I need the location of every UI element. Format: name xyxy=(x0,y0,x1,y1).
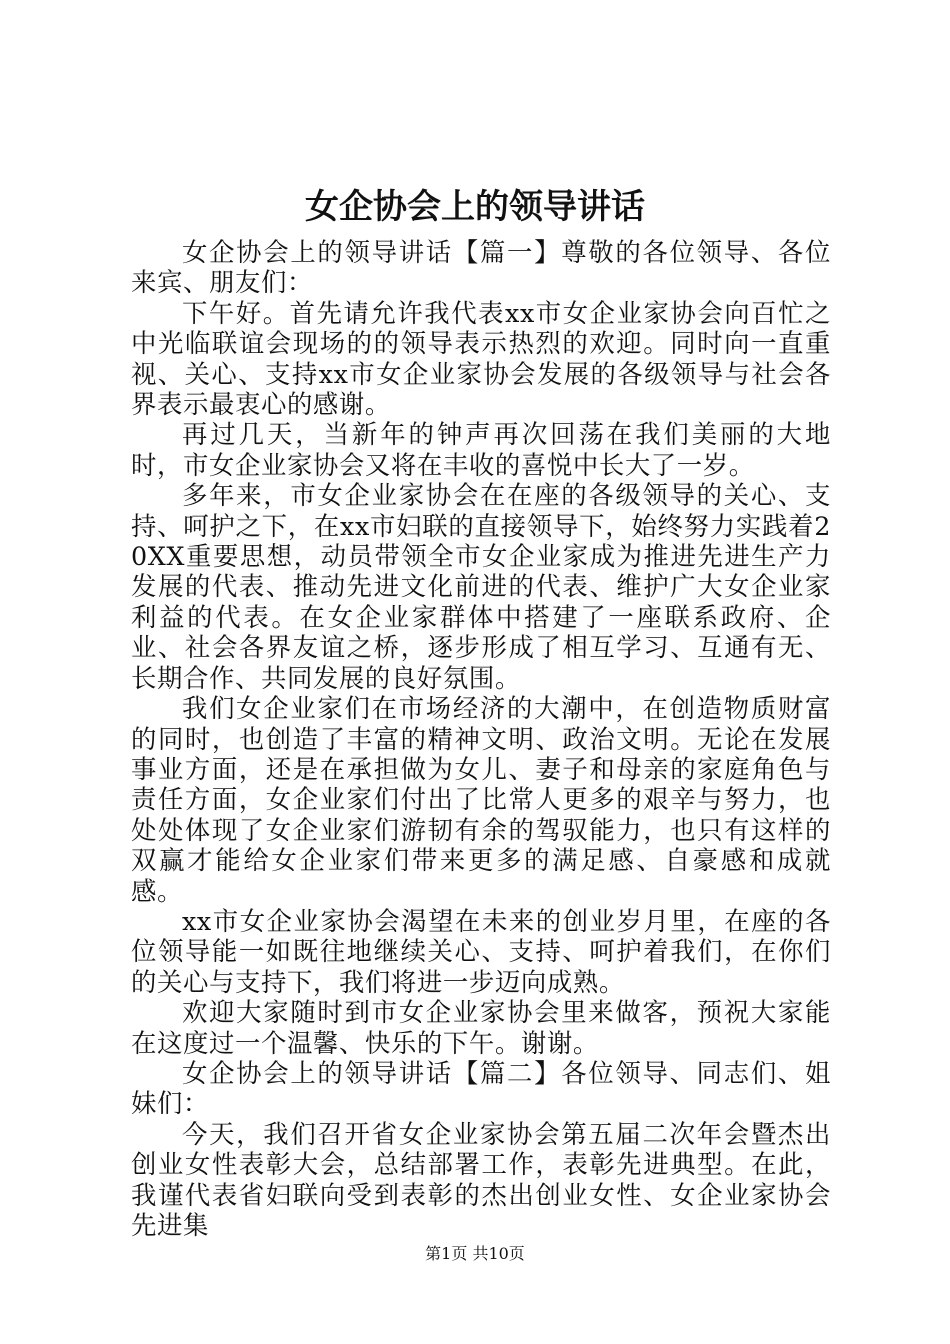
paragraph-3: 再过几天，当新年的钟声再次回荡在我们美丽的大地时，市女企业家协会又将在丰收的喜悦中长大了一岁。 xyxy=(131,419,831,480)
paragraph-8: 女企协会上的领导讲话【篇二】各位领导、同志们、姐妹们： xyxy=(131,1057,831,1119)
document-title: 女企协会上的领导讲话 xyxy=(305,187,645,227)
paragraph-9: 今天，我们召开省女企业家协会第五届二次年会暨杰出创业女性表彰大会，总结部署工作，表彰先进典型。在此，我谨代表省妇联向受到表彰的杰出创业女性、女企业家协会先进集 xyxy=(131,1118,831,1240)
paragraph-2: 下午好。首先请允许我代表xx市女企业家协会向百忙之中光临联谊会现场的的领导表示热烈的欢迎。同时向一直重视、关心、支持xx市女企业家协会发展的各级领导与社会各界表示最衷心的感谢。 xyxy=(131,297,831,420)
paragraph-5: 我们女企业家们在市场经济的大潮中，在创造物质财富的同时，也创造了丰富的精神文明、政治文明。无论在发展事业方面，还是在承担做为女儿、妻子和母亲的家庭角色与责任方面，女企业家们付出了比常人更多的艰辛与努力，也处处体现了女企业家们游韧有余的驾驭能力，也只有这样的双赢才能给女企业家们带来更多的满足感、自豪感和成就感。 xyxy=(131,693,831,906)
paragraph-4: 多年来，市女企业家协会在在座的各级领导的关心、支持、呵护之下，在xx市妇联的直接领导下，始终努力实践着20XX重要思想，动员带领全市女企业家成为推进先进生产力发展的代表、推动先进文化前进的代表、维护广大女企业家利益的代表。在女企业家群体中搭建了一座联系政府、企业、社会各界友谊之桥，逐步形成了相互学习、互通有无、长期合作、共同发展的良好氛围。 xyxy=(131,480,831,693)
page-number-footer: 第1页 共10页 xyxy=(425,1244,525,1263)
paragraph-7: 欢迎大家随时到市女企业家协会里来做客，预祝大家能在这度过一个温馨、快乐的下午。谢谢。 xyxy=(131,997,831,1058)
paragraph-1: 女企协会上的领导讲话【篇一】尊敬的各位领导、各位来宾、朋友们： xyxy=(131,237,831,298)
paragraph-6: xx市女企业家协会渴望在未来的创业岁月里，在座的各位领导能一如既往地继续关心、支持、呵护着我们，在你们的关心与支持下，我们将进一步迈向成熟。 xyxy=(131,905,831,997)
document-body xyxy=(131,237,831,1240)
